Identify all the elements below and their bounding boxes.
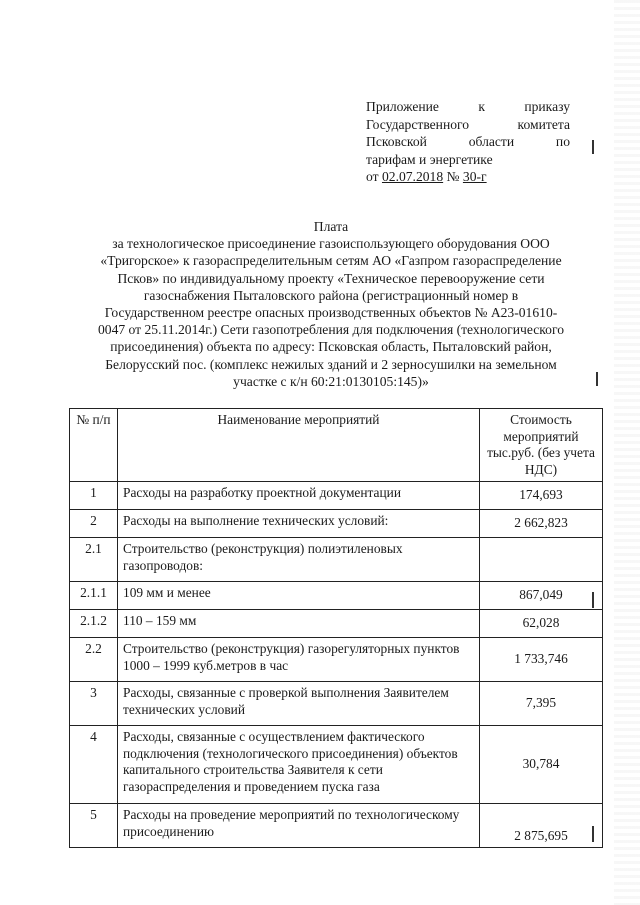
title-heading: Плата [313, 219, 349, 234]
number-prefix: № [443, 169, 463, 184]
row-cost [480, 538, 603, 582]
appendix-line-3: Псковской области по [366, 134, 570, 149]
row-num: 2.2 [70, 638, 118, 682]
order-date: 02.07.2018 [381, 169, 444, 184]
table-row [70, 510, 603, 538]
row-num: 2.1.2 [70, 610, 118, 638]
table-row [70, 482, 603, 510]
table-row [70, 582, 603, 610]
row-name: 109 мм и менее [118, 582, 480, 610]
row-num: 4 [70, 726, 118, 804]
row-cost: 62,028 [480, 610, 603, 638]
row-cost: 2 662,823 [480, 510, 603, 538]
row-num: 1 [70, 482, 118, 510]
appendix-line-4: тарифам и энергетике [366, 151, 493, 167]
row-cost: 30,784 [480, 726, 603, 804]
header-cost: Стоимость мероприятий тыс.руб. (без учета НДС) [480, 409, 603, 482]
table-row [70, 682, 603, 726]
row-name: Расходы, связанные с осуществлением фактического подключения (технологического присоединения) объектов капитального строительства Заявителя к сети газораспределения и проведением пуска газа [118, 726, 480, 804]
table-row [70, 726, 603, 804]
row-cost: 7,395 [480, 682, 603, 726]
row-cost: 1 733,746 [480, 638, 603, 682]
appendix-date-line [366, 168, 570, 186]
table-row [70, 804, 603, 848]
row-num: 2.1.1 [70, 582, 118, 610]
appendix-line-2: Государственного комитета [366, 116, 570, 132]
header-name: Наименование мероприятий [118, 409, 480, 482]
row-name: Расходы на проведение мероприятий по технологическому присоединению [118, 804, 480, 848]
row-name: Расходы, связанные с проверкой выполнения Заявителем технических условий [118, 682, 480, 726]
table-row [70, 538, 603, 582]
appendix-header [366, 98, 570, 186]
scan-mark [592, 140, 594, 154]
title-body: за технологическое присоединение газоиспользующего оборудования ООО «Тригорское» к газораспределительным сетям АО «Газпром газораспределение Псков» по индивидуальному проекту «Техническое перевооружение сети газоснабжения Пыталовского района (регистрационный номер в Государственном реестре опасных производственных объектов № А23-01610-0047 от 25.11.2014г.) Сети газопотребления для подключения (технологического присоединения) объекта по адресу: Псковская область, Пыталовский район, Белорусский пос. (комплекс нежилых зданий и 2 зерносушилки на земельном участке с к/н 60:21:0130105:145)» [97, 236, 565, 389]
row-name: Расходы на выполнение технических условий: [118, 510, 480, 538]
table-header-row [70, 409, 603, 482]
row-num: 5 [70, 804, 118, 848]
row-cost: 2 875,695 [480, 804, 603, 848]
row-cost: 174,693 [480, 482, 603, 510]
scan-mark [596, 372, 598, 386]
row-name: Расходы на разработку проектной документации [118, 482, 480, 510]
scan-mark [592, 592, 594, 608]
row-cost: 867,049 [480, 582, 603, 610]
row-name: Строительство (реконструкция) газорегуляторных пунктов 1000 – 1999 куб.метров в час [118, 638, 480, 682]
scan-mark [592, 826, 594, 842]
table-row [70, 638, 603, 682]
appendix-line-1: Приложение к приказу [366, 99, 570, 114]
cost-table [69, 408, 603, 848]
order-number: 30-г [462, 169, 487, 184]
document-title [96, 218, 566, 390]
row-num: 3 [70, 682, 118, 726]
row-num: 2.1 [70, 538, 118, 582]
scan-edge [614, 0, 640, 905]
table-row [70, 610, 603, 638]
row-name: 110 – 159 мм [118, 610, 480, 638]
date-prefix: от [366, 169, 382, 184]
row-name: Строительство (реконструкция) полиэтиленовых газопроводов: [118, 538, 480, 582]
header-num: № п/п [70, 409, 118, 482]
row-num: 2 [70, 510, 118, 538]
